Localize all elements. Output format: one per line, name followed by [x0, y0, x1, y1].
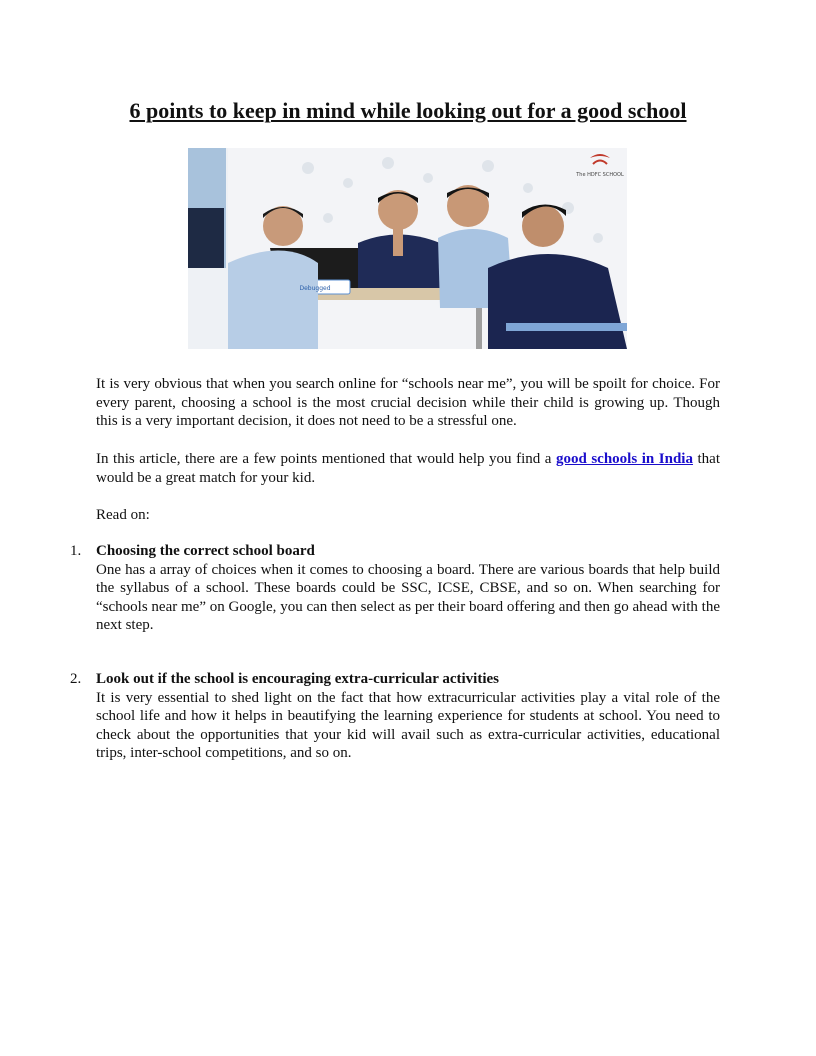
intro-paragraph-2 [96, 450, 720, 487]
document-title: 6 points to keep in mind while looking out for a good school [129, 98, 687, 123]
list-number: 2. [70, 671, 82, 687]
good-schools-link[interactable]: good schools in India [555, 451, 693, 467]
students-photo [188, 148, 627, 349]
students-illustration [188, 148, 627, 349]
intro-paragraph-2-start: In this article, there are a few points mentioned that would help you find a [96, 451, 556, 467]
intro-paragraph-1: It is very obvious that when you search online for “schools near me”, you will be spoilt for choice. For every parent, choosing a school is the most crucial decision while their child is growing up. Though this is a very important decision, it does not need to be a stressful one. [96, 376, 720, 429]
list-body: One has a array of choices when it comes to choosing a board. There are various boards that help build the syllabus of a school. These boards could be SSC, ICSE, CBSE, and so on. When searching for “schools near me” on Google, you can then select as per their board offering and then go ahead with the next step. [96, 561, 720, 633]
list-body: It is very essential to shed light on the fact that how extracurricular activities play a vital role of the school life and how it helps in beautifying the learning experience for students at school. You need to check about the opportunities that your kid will avail such as extra-curricular activities, educational trips, inter-school competitions, and so on. [96, 689, 720, 761]
list-item-board [70, 542, 720, 635]
school-logo: The HDFC SCHOOL [576, 172, 624, 178]
list-heading: Choosing the correct school board [96, 543, 315, 559]
intro-paragraph-2-end: that would be a great match for your kid. [96, 451, 720, 486]
list-heading: Look out if the school is encouraging extra-curricular activities [96, 671, 500, 687]
read-on-text: Read on: [96, 507, 150, 523]
list-number: 1. [70, 543, 82, 559]
list-item-extracurricular [70, 670, 720, 763]
laptop-sticker-text: Debugged [299, 285, 331, 292]
